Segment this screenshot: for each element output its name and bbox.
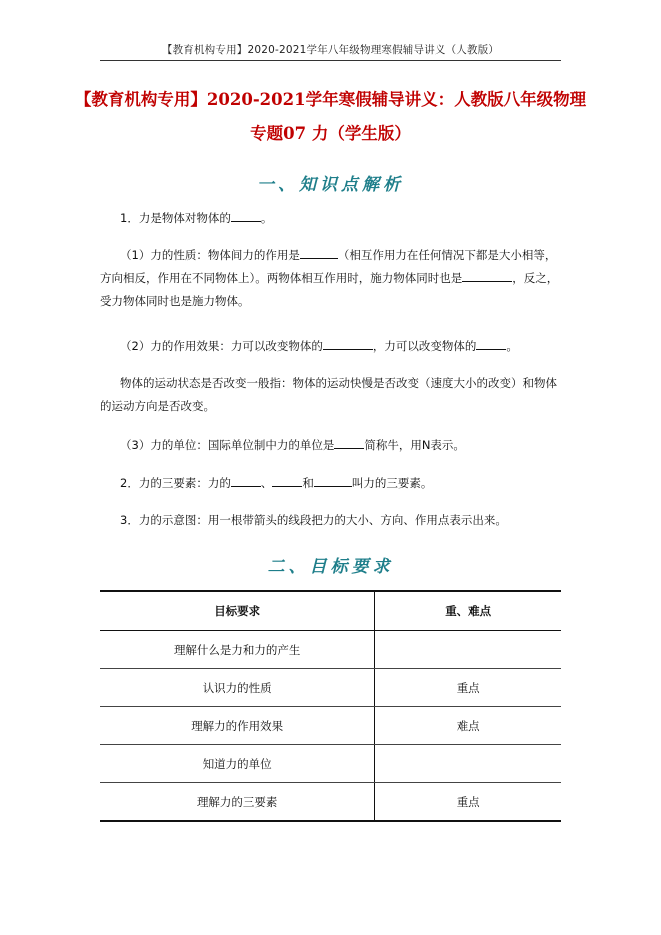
- table-cell-goal: 认识力的性质: [100, 669, 375, 707]
- fill-blank[interactable]: [300, 245, 338, 259]
- paragraph-force-nature: （1）力的性质：物体间力的作用是 （相互作用力在任何情况下都是大小相等，方向相反，作用在不同物体上）。两物体相互作用时，施力物体同时也是 ，反之，受力物体同时也是施力物体。: [100, 244, 563, 313]
- section-heading-knowledge: 一、知识点解析: [257, 175, 404, 195]
- table-row: [100, 669, 561, 707]
- document-title: 【教育机构专用】2020-2021学年寒假辅导讲义：人教版八年级物理: [74, 90, 587, 109]
- document-subtitle: 专题07 力（学生版）: [250, 124, 411, 143]
- running-header: 【教育机构专用】2020-2021学年八年级物理寒假辅导讲义（人教版）: [161, 44, 500, 56]
- paragraph-force-definition: 1．力是物体对物体的 。: [100, 207, 563, 230]
- table-cell-difficulty: 重点: [375, 669, 561, 707]
- paragraph-three-elements: 2．力的三要素：力的 、 和 叫力的三要素。: [100, 472, 563, 495]
- fill-blank[interactable]: [314, 473, 352, 487]
- paragraph-force-unit: （3）力的单位：国际单位制中力的单位是 简称牛，用N表示。: [100, 434, 563, 457]
- table-cell-difficulty: 难点: [375, 707, 561, 745]
- fill-blank[interactable]: [476, 336, 506, 350]
- fill-blank[interactable]: [231, 208, 261, 222]
- table-header-row: [100, 591, 561, 631]
- table-header-goal: 目标要求: [100, 591, 375, 631]
- section-heading-goals: 二、目标要求: [267, 557, 394, 577]
- paragraph-motion-state: 物体的运动状态是否改变一般指：物体的运动快慢是否改变（速度大小的改变）和物体的运动方向是否改变。: [100, 376, 557, 413]
- table-cell-difficulty: [375, 631, 561, 669]
- table-row: [100, 783, 561, 822]
- table-cell-goal: 理解什么是力和力的产生: [100, 631, 375, 669]
- header-divider: [100, 60, 561, 61]
- table-row: [100, 707, 561, 745]
- table-cell-goal: 理解力的作用效果: [100, 707, 375, 745]
- goals-table: [100, 590, 561, 822]
- fill-blank[interactable]: [323, 336, 373, 350]
- table-row: [100, 631, 561, 669]
- paragraph-force-diagram: 3．力的示意图：用一根带箭头的线段把力的大小、方向、作用点表示出来。: [120, 513, 507, 527]
- fill-blank[interactable]: [334, 435, 364, 449]
- paragraph-force-effect: （2）力的作用效果：力可以改变物体的 ，力可以改变物体的 。: [100, 335, 563, 358]
- table-header-difficulty: 重、难点: [375, 591, 561, 631]
- fill-blank[interactable]: [231, 473, 261, 487]
- table-cell-difficulty: 重点: [375, 783, 561, 822]
- fill-blank[interactable]: [462, 268, 512, 282]
- table-row: [100, 745, 561, 783]
- fill-blank[interactable]: [272, 473, 302, 487]
- table-cell-goal: 知道力的单位: [100, 745, 375, 783]
- table-cell-difficulty: [375, 745, 561, 783]
- table-cell-goal: 理解力的三要素: [100, 783, 375, 822]
